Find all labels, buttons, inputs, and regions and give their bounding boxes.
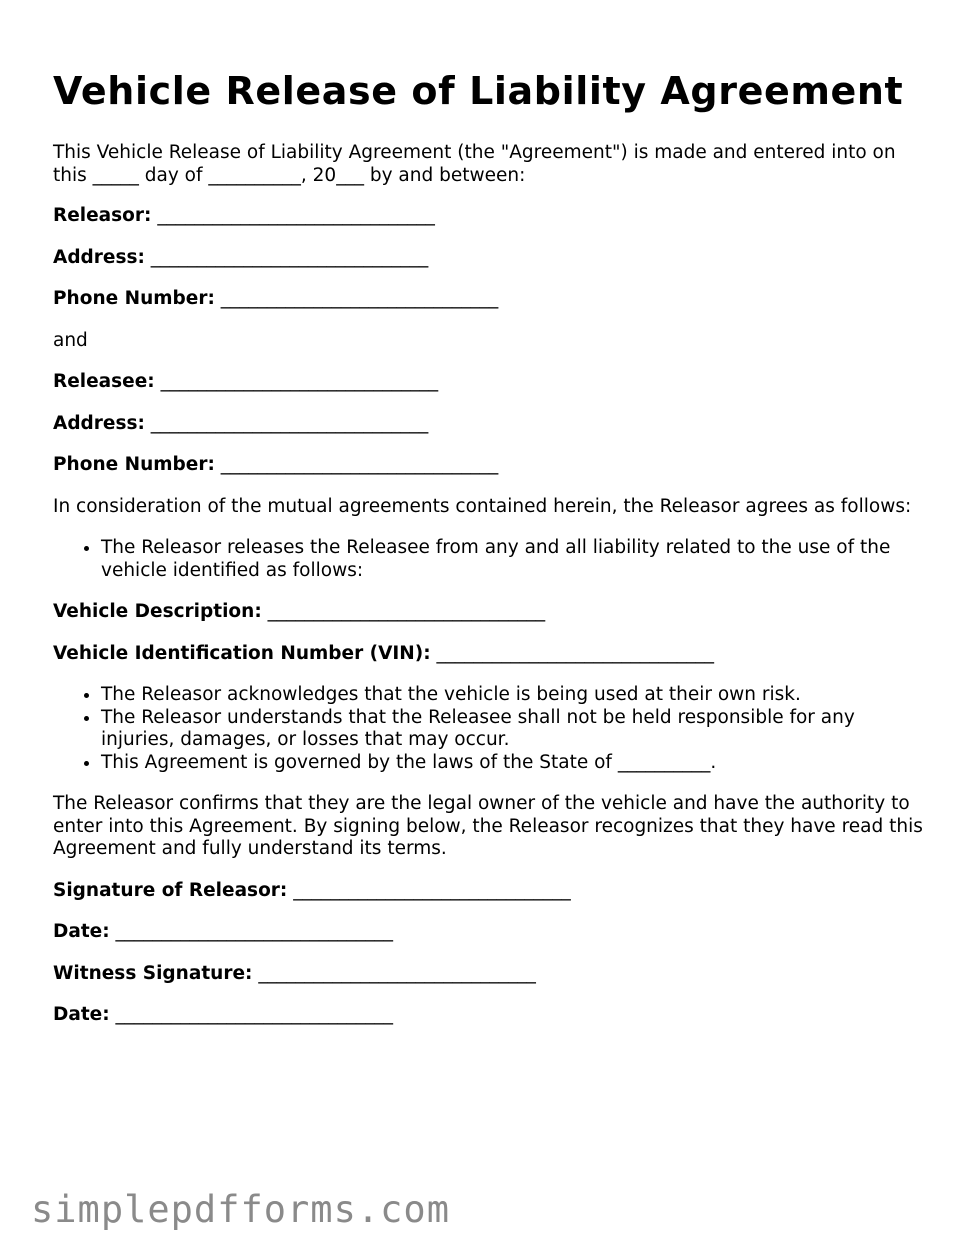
- releasor-date-label: Date:: [53, 921, 110, 942]
- releasor-address-line: ______________________________: [150, 246, 429, 268]
- releasor-phone-line: ______________________________: [220, 288, 499, 309]
- releasee-name-field: [53, 371, 933, 394]
- releasor-address-field: [53, 247, 933, 270]
- confirmation-paragraph: The Releasor confirms that they are the legal owner of the vehicle and have the authority to enter into this Agreement. By signing below, the Releasor recognizes that they have read this Agreement and fully understand its terms.: [53, 793, 923, 859]
- releasor-date-line: ______________________________: [115, 921, 394, 942]
- releasor-phone-label: Phone Number:: [53, 288, 215, 309]
- intro-paragraph: This Vehicle Release of Liability Agreement (the "Agreement") is made and entered into on this _____ day of __________, 20___ by and between:: [53, 142, 896, 186]
- releasor-phone-field: [53, 288, 933, 311]
- vehicle-description-label: Vehicle Description:: [53, 601, 262, 622]
- witness-date-label: Date:: [53, 1004, 110, 1025]
- acknowledgement-list: [53, 684, 933, 774]
- releasor-signature-field: [53, 880, 933, 903]
- releasee-phone-line: ______________________________: [220, 454, 499, 475]
- vehicle-vin-label: Vehicle Identification Number (VIN):: [53, 642, 431, 664]
- releasee-name-label: Releasee:: [53, 371, 155, 392]
- releasor-signature-label: Signature of Releasor:: [53, 879, 288, 901]
- releasor-address-label: Address:: [53, 246, 145, 268]
- releasee-name-line: ______________________________: [160, 371, 439, 392]
- vehicle-description-line: ______________________________: [267, 601, 546, 622]
- witness-signature-field: [53, 963, 933, 986]
- releasor-name-label: Releasor:: [53, 205, 152, 226]
- list-item: • The Releasor releases the Releasee from any and all liability related to the use of the vehicle identified as follows:: [101, 537, 933, 582]
- vehicle-description-field: [53, 601, 933, 624]
- releasor-name-field: [53, 205, 933, 228]
- releasee-address-line: ______________________________: [150, 412, 429, 434]
- site-watermark: simplepdfforms.com: [31, 1188, 450, 1231]
- document-page: [53, 66, 933, 1046]
- witness-date-line: ______________________________: [115, 1004, 394, 1025]
- releasor-signature-line: ______________________________: [293, 879, 571, 901]
- releasee-address-field: [53, 413, 933, 436]
- list-item: • The Releasor acknowledges that the vehicle is being used at their own risk.: [101, 684, 933, 707]
- list-item: • The Releasor understands that the Releasee shall not be held responsible for any injuries, damages, or losses that may occur.: [101, 707, 933, 752]
- releasor-name-line: ______________________________: [157, 205, 435, 226]
- releasee-phone-label: Phone Number:: [53, 454, 215, 475]
- consideration-paragraph: In consideration of the mutual agreements contained herein, the Releasor agrees as follows:: [53, 495, 912, 517]
- witness-signature-line: ______________________________: [258, 962, 536, 984]
- list-item: • This Agreement is governed by the laws of the State of __________.: [101, 752, 933, 775]
- vehicle-vin-line: ______________________________: [436, 642, 715, 664]
- document-title: Vehicle Release of Liability Agreement: [53, 69, 904, 113]
- witness-signature-label: Witness Signature:: [53, 962, 253, 984]
- release-terms-list: [53, 537, 933, 582]
- vehicle-vin-field: [53, 643, 933, 666]
- releasee-phone-field: [53, 454, 933, 477]
- releasee-address-label: Address:: [53, 412, 145, 434]
- and-text: and: [53, 329, 88, 351]
- witness-date-field: [53, 1004, 933, 1027]
- releasor-date-field: [53, 921, 933, 944]
